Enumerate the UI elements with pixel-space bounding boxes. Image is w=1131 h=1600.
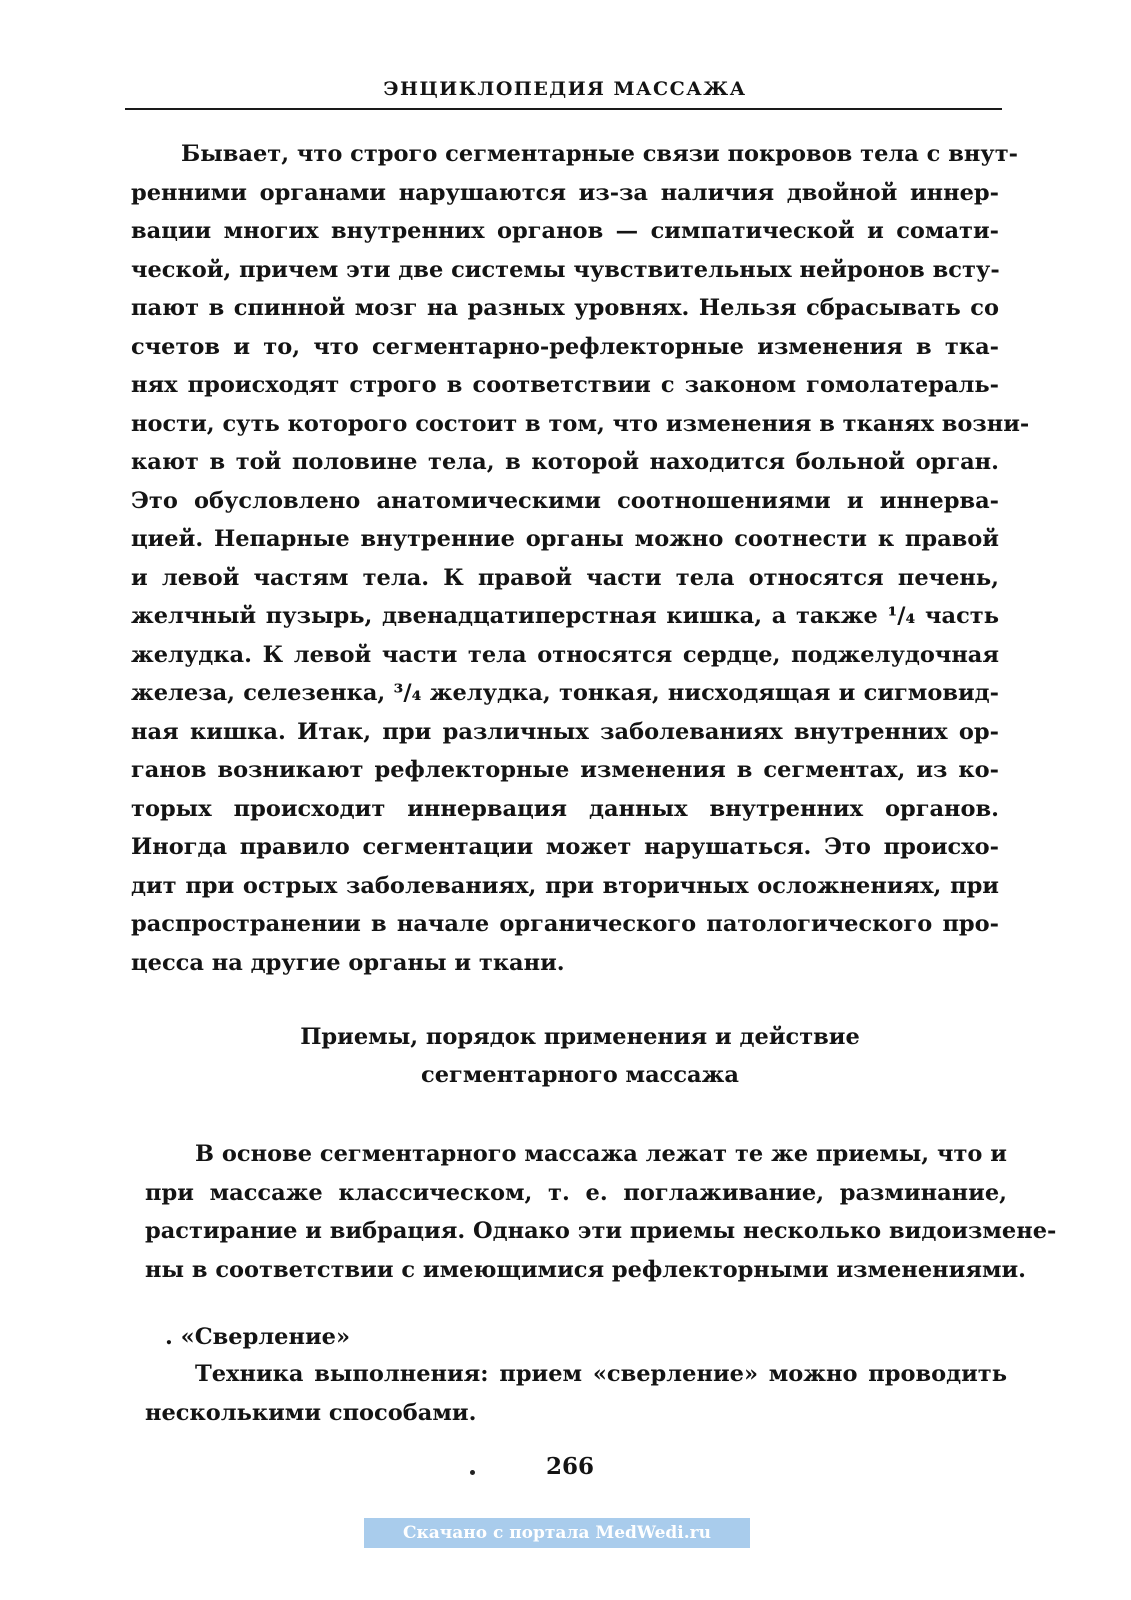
text-line: В основе сегментарного массажа лежат те же приемы, что и bbox=[195, 1141, 1007, 1167]
text-line: желудка. К левой части тела относятся сердце, поджелудочная bbox=[131, 641, 999, 668]
subheading-drilling: . «Сверление» bbox=[165, 1324, 351, 1350]
text-line: ренними органами нарушаются из-за наличия двойной иннер- bbox=[131, 179, 999, 206]
print-speck bbox=[470, 1470, 475, 1475]
text-line: распространении в начале органического патологического про- bbox=[131, 911, 999, 937]
running-header: ЭНЦИКЛОПЕДИЯ МАССАЖА bbox=[383, 78, 747, 100]
header-rule bbox=[125, 108, 1002, 110]
text-line: ности, суть которого состоит в том, что изменения в тканях возни- bbox=[131, 410, 1030, 437]
section-title-line: сегментарного массажа bbox=[421, 1062, 739, 1088]
paragraph-massage-techniques bbox=[145, 1135, 1057, 1289]
paragraph-segmental-innervation bbox=[131, 135, 1030, 982]
text-line: растирание и вибрация. Однако эти приемы несколько видоизмене- bbox=[145, 1218, 1057, 1244]
text-line: счетов и то, что сегментарно-рефлекторные изменения в тка- bbox=[131, 333, 999, 360]
text-line: ганов возникают рефлекторные изменения в сегментах, из ко- bbox=[131, 757, 999, 783]
page-number: 266 bbox=[545, 1453, 594, 1480]
text-line: цесса на другие органы и ткани. bbox=[131, 949, 565, 976]
text-line: кают в той половине тела, в которой находится больной орган. bbox=[131, 449, 999, 475]
text-line: Это обусловлено анатомическими соотношениями и иннерва- bbox=[131, 487, 999, 514]
text-line: ческой, причем эти две системы чувствительных нейронов всту- bbox=[131, 256, 1000, 283]
text-line: Иногда правило сегментации может нарушаться. Это происхо- bbox=[131, 834, 999, 860]
text-line: торых происходит иннервация данных внутренних органов. bbox=[131, 795, 999, 822]
text-line: несколькими способами. bbox=[145, 1399, 477, 1426]
text-line: нях происходят строго в соответствии с законом гомолатераль- bbox=[131, 372, 999, 398]
section-title bbox=[200, 1018, 960, 1094]
text-line: желчный пузырь, двенадцатиперстная кишка, а также ¹/₄ часть bbox=[131, 603, 999, 629]
text-line: вации многих внутренних органов — симпатической и сомати- bbox=[131, 218, 999, 244]
text-line: и левой частям тела. К правой части тела относятся печень, bbox=[131, 564, 999, 591]
text-line: при массаже классическом, т. е. поглаживание, разминание, bbox=[145, 1179, 1007, 1206]
text-line: Техника выполнения: прием «сверление» можно проводить bbox=[195, 1361, 1007, 1387]
text-line: цией. Непарные внутренние органы можно соотнести к правой bbox=[131, 526, 999, 552]
text-line: пают в спинной мозг на разных уровнях. Нельзя сбрасывать со bbox=[131, 295, 999, 321]
section-title-line: Приемы, порядок применения и действие bbox=[300, 1024, 860, 1050]
watermark-banner: Скачано с портала MedWedi.ru bbox=[364, 1518, 750, 1548]
text-line: дит при острых заболеваниях, при вторичных осложнениях, при bbox=[131, 872, 999, 899]
text-line: ны в соответствии с имеющимися рефлекторными изменениями. bbox=[145, 1256, 1027, 1283]
text-line: Бывает, что строго сегментарные связи покровов тела с внут- bbox=[181, 141, 1018, 167]
paragraph-drilling-technique bbox=[145, 1355, 1007, 1432]
text-line: железа, селезенка, ³/₄ желудка, тонкая, нисходящая и сигмовид- bbox=[131, 680, 999, 706]
text-line: ная кишка. Итак, при различных заболеваниях внутренних ор- bbox=[131, 718, 999, 745]
